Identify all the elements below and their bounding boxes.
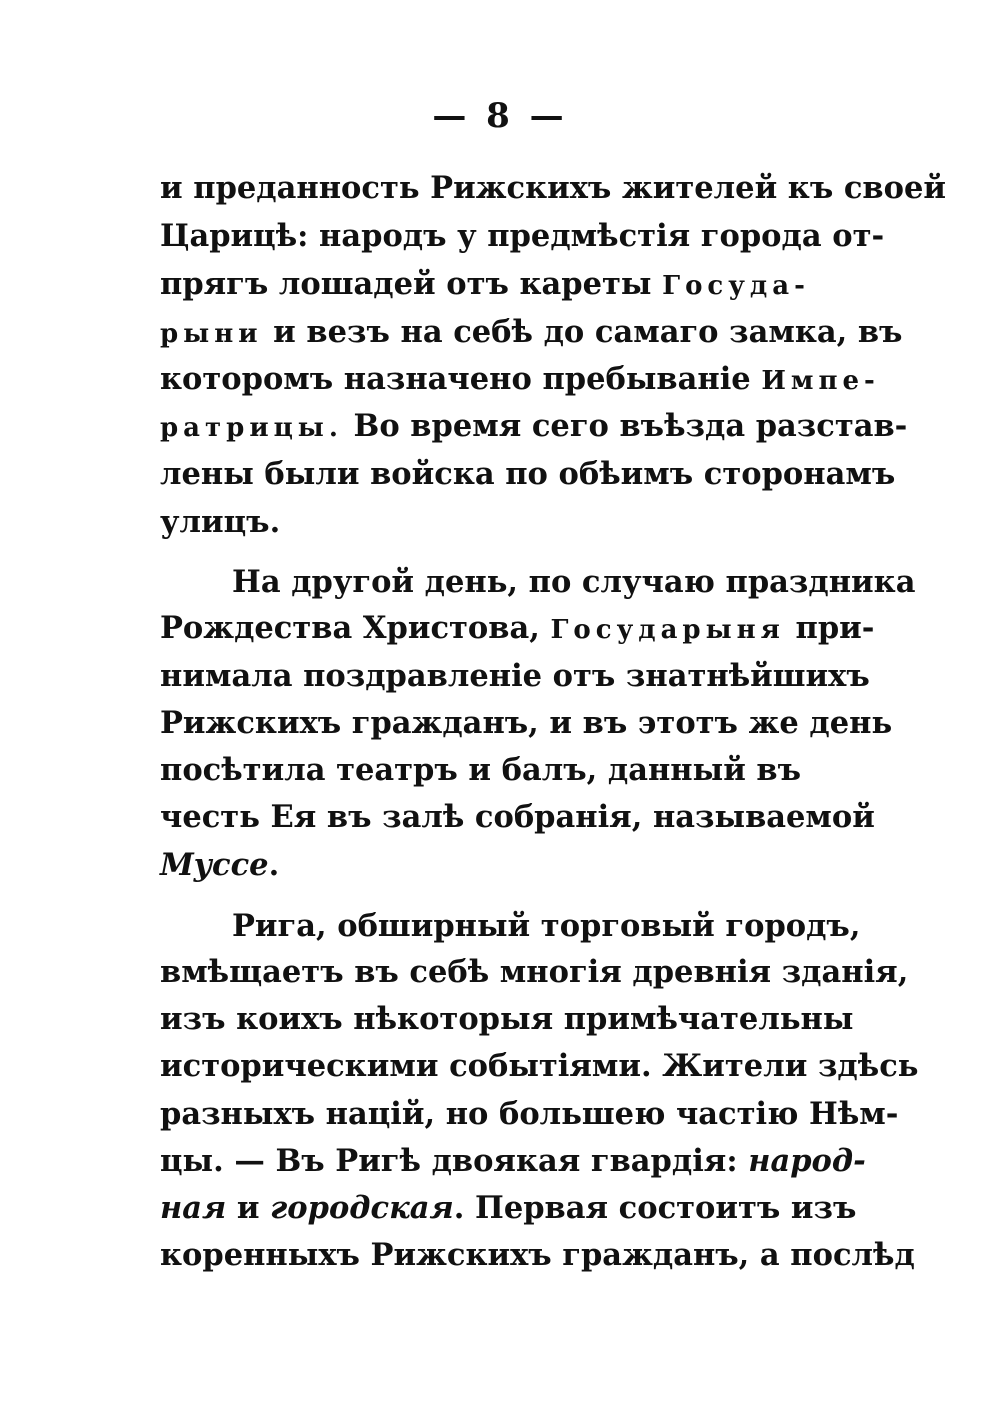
text-run: улицъ. <box>160 504 281 540</box>
text-line <box>160 845 780 885</box>
text-line <box>160 1141 866 1181</box>
text-run: историческими событіями. Жители здѣсь <box>160 1048 919 1084</box>
text-line <box>232 906 861 946</box>
text-run: На другой день, по случаю праздника <box>232 564 916 600</box>
text-run: и везъ на себѣ до самаго замка, въ <box>262 314 903 350</box>
text-line <box>160 168 946 208</box>
text-run: прягъ лошадей отъ кареты <box>160 266 663 302</box>
text-run: посѣтила театръ и балъ, данный въ <box>160 752 802 788</box>
text-line <box>160 656 870 696</box>
text-line <box>160 312 903 354</box>
text-line <box>160 502 780 542</box>
italic-text-run: городская <box>270 1190 454 1226</box>
text-run: цы. — Въ Ригѣ двоякая гвардія: <box>160 1143 749 1179</box>
spaced-text-run: Импе- <box>761 366 880 396</box>
text-run: нимала поздравленіе отъ знатнѣйшихъ <box>160 658 870 694</box>
spaced-text-run: Государыня <box>550 615 785 645</box>
text-run: вмѣщаетъ въ себѣ многія древнія зданія, <box>160 954 909 990</box>
text-line <box>160 1188 857 1228</box>
text-line <box>160 797 875 837</box>
page-number: — 8 — <box>432 96 568 136</box>
text-line <box>160 999 854 1039</box>
italic-text-run: ная <box>160 1190 227 1226</box>
text-line <box>160 216 885 256</box>
text-line <box>160 1235 915 1275</box>
text-run: которомъ назначено пребываніе <box>160 361 762 397</box>
text-run: и преданность Рижскихъ жителей къ своей <box>160 170 946 206</box>
spaced-text-run: Госуда- <box>662 271 810 301</box>
text-run: Во время сего въѣзда разстав- <box>342 408 908 444</box>
text-line <box>160 1094 899 1134</box>
text-line <box>160 454 896 494</box>
spaced-text-run: рыни <box>160 319 263 349</box>
text-run: Рижскихъ гражданъ, и въ этотъ же день <box>160 705 893 741</box>
text-line <box>160 703 893 743</box>
text-run: . <box>268 847 280 883</box>
text-line <box>160 608 875 650</box>
italic-text-run: народ- <box>748 1143 866 1179</box>
text-run: и <box>226 1190 271 1226</box>
text-run: лены были войска по обѣимъ сторонамъ <box>160 456 896 492</box>
text-run: коренныхъ Рижскихъ гражданъ, а послѣд <box>160 1237 915 1273</box>
text-line <box>160 264 810 306</box>
text-run: честь Ея въ залѣ собранія, называемой <box>160 799 875 835</box>
text-line <box>232 562 916 602</box>
text-run: изъ коихъ нѣкоторыя примѣчательны <box>160 1001 854 1037</box>
text-run: при- <box>784 610 875 646</box>
text-line <box>160 359 880 401</box>
text-line <box>160 952 909 992</box>
text-run: Рига, обширный торговый городъ, <box>232 908 861 944</box>
text-line <box>160 1046 919 1086</box>
text-run: Рождества Христова, <box>160 610 551 646</box>
text-run: . Первая состоитъ изъ <box>453 1190 857 1226</box>
italic-text-run: Муссе <box>160 847 269 883</box>
spaced-text-run: ратрицы. <box>160 413 343 443</box>
text-line <box>160 406 908 448</box>
text-run: Царицѣ: народъ у предмѣстія города от- <box>160 218 885 254</box>
text-line <box>160 750 802 790</box>
text-run: разныхъ націй, но большею частію Нѣм- <box>160 1096 899 1132</box>
